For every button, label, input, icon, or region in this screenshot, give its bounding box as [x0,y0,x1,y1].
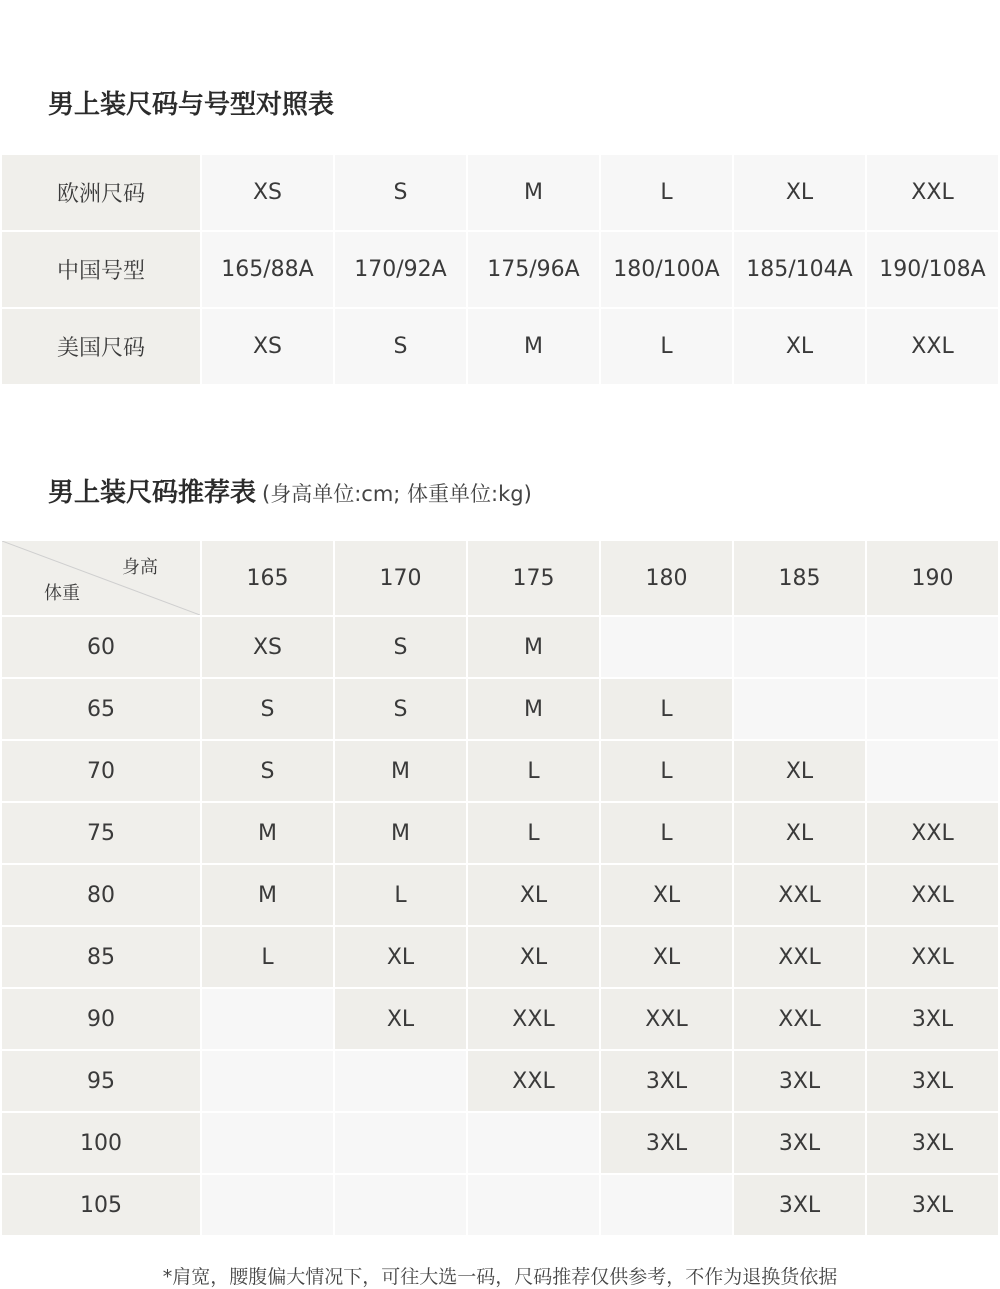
comparison-cell: 175/96A [468,232,599,307]
recommendation-cell: XL [468,927,599,987]
recommendation-cell [202,1051,333,1111]
recommendation-row [2,927,998,987]
weight-label-cell: 65 [2,679,200,739]
weight-label-cell: 70 [2,741,200,801]
weight-label-cell: 80 [2,865,200,925]
corner-cell [2,541,200,615]
recommendation-cell: S [202,679,333,739]
corner-weight-label: 体重 [44,583,80,604]
recommendation-cell: L [202,927,333,987]
weight-label-cell: 60 [2,617,200,677]
recommendation-cell [601,617,732,677]
recommendation-cell: L [468,803,599,863]
recommendation-cell [202,1113,333,1173]
comparison-cell: 180/100A [601,232,732,307]
weight-label-cell: 90 [2,989,200,1049]
recommendation-cell: S [335,679,466,739]
recommendation-cell [601,1175,732,1235]
recommendation-cell: L [468,741,599,801]
weight-label-cell: 85 [2,927,200,987]
comparison-row-label: 欧洲尺码 [2,155,200,230]
recommendation-cell: XXL [734,989,865,1049]
recommendation-cell [867,617,998,677]
weight-label-cell: 95 [2,1051,200,1111]
recommendation-cell: M [468,679,599,739]
weight-label-cell: 105 [2,1175,200,1235]
recommendation-cell: M [335,741,466,801]
recommendation-cell [468,1175,599,1235]
comparison-cell: S [335,155,466,230]
recommendation-cell: XXL [867,865,998,925]
recommendation-cell: XL [468,865,599,925]
recommendation-row [2,679,998,739]
comparison-row-label: 美国尺码 [2,309,200,384]
recommendation-cell: 3XL [601,1051,732,1111]
comparison-row-label: 中国号型 [2,232,200,307]
comparison-cell: 170/92A [335,232,466,307]
recommendation-row [2,1175,998,1235]
recommendation-cell: XXL [468,1051,599,1111]
recommendation-cell: XS [202,617,333,677]
comparison-row [2,232,998,307]
comparison-cell: M [468,309,599,384]
comparison-row [2,309,998,384]
recommendation-row [2,617,998,677]
recommendation-row [2,1051,998,1111]
recommendation-cell [202,1175,333,1235]
recommendation-cell: 3XL [601,1113,732,1173]
recommendation-cell [734,617,865,677]
comparison-cell: XL [734,155,865,230]
recommendation-cell: M [335,803,466,863]
size-comparison-table [0,153,1000,386]
recommendation-row [2,865,998,925]
recommendation-row [2,741,998,801]
comparison-cell: L [601,155,732,230]
recommendation-cell [867,741,998,801]
recommendation-cell: S [202,741,333,801]
comparison-cell: 190/108A [867,232,998,307]
recommendation-cell: L [335,865,466,925]
recommendation-cell [734,679,865,739]
recommendation-cell: S [335,617,466,677]
comparison-cell: XS [202,309,333,384]
recommendation-cell: L [601,679,732,739]
recommendation-cell: XXL [867,927,998,987]
weight-label-cell: 100 [2,1113,200,1173]
recommendation-cell: XL [335,927,466,987]
comparison-cell: XL [734,309,865,384]
comparison-cell: M [468,155,599,230]
recommendation-cell: XL [601,927,732,987]
recommendation-cell: XL [601,865,732,925]
recommendation-cell: M [468,617,599,677]
footnote: *肩宽，腰腹偏大情况下，可往大选一码，尺码推荐仅供参考，不作为退换货依据 [162,1266,838,1288]
recommendation-cell: XL [734,803,865,863]
recommendation-header-row [2,541,998,615]
comparison-cell: L [601,309,732,384]
recommendation-cell: 3XL [734,1051,865,1111]
recommendation-cell: 3XL [734,1175,865,1235]
recommendation-cell [202,989,333,1049]
recommendation-cell: XL [734,741,865,801]
recommendation-cell: XL [335,989,466,1049]
comparison-row [2,155,998,230]
size-recommendation-title [48,472,532,509]
height-header-cell: 170 [335,541,466,615]
diagonal-divider [2,541,200,615]
recommendation-cell: 3XL [867,1051,998,1111]
recommendation-row [2,1113,998,1173]
recommendation-row [2,989,998,1049]
height-header-cell: 190 [867,541,998,615]
comparison-cell: XXL [867,155,998,230]
recommendation-cell: XXL [601,989,732,1049]
comparison-cell: XXL [867,309,998,384]
recommendation-cell: 3XL [734,1113,865,1173]
recommendation-cell [468,1113,599,1173]
comparison-cell: 165/88A [202,232,333,307]
recommendation-row [2,803,998,863]
recommendation-cell [335,1175,466,1235]
recommendation-cell: 3XL [867,1175,998,1235]
recommendation-cell: XXL [468,989,599,1049]
comparison-cell: S [335,309,466,384]
recommendation-units-note: (身高单位:cm; 体重单位:kg) [262,482,532,506]
size-recommendation-table [0,539,1000,1237]
weight-label-cell: 75 [2,803,200,863]
recommendation-cell: L [601,803,732,863]
comparison-cell: XS [202,155,333,230]
recommendation-cell [335,1051,466,1111]
recommendation-cell: XXL [734,927,865,987]
height-header-cell: 180 [601,541,732,615]
height-header-cell: 175 [468,541,599,615]
corner-height-label: 身高 [122,557,158,578]
recommendation-cell: XXL [734,865,865,925]
recommendation-cell [335,1113,466,1173]
height-header-cell: 185 [734,541,865,615]
recommendation-title-text: 男上装尺码推荐表 [48,478,257,508]
size-comparison-title: 男上装尺码与号型对照表 [48,90,335,120]
height-header-cell: 165 [202,541,333,615]
recommendation-cell: L [601,741,732,801]
recommendation-cell: 3XL [867,1113,998,1173]
comparison-cell: 185/104A [734,232,865,307]
recommendation-cell: 3XL [867,989,998,1049]
recommendation-cell [867,679,998,739]
recommendation-cell: M [202,803,333,863]
recommendation-cell: M [202,865,333,925]
recommendation-cell: XXL [867,803,998,863]
